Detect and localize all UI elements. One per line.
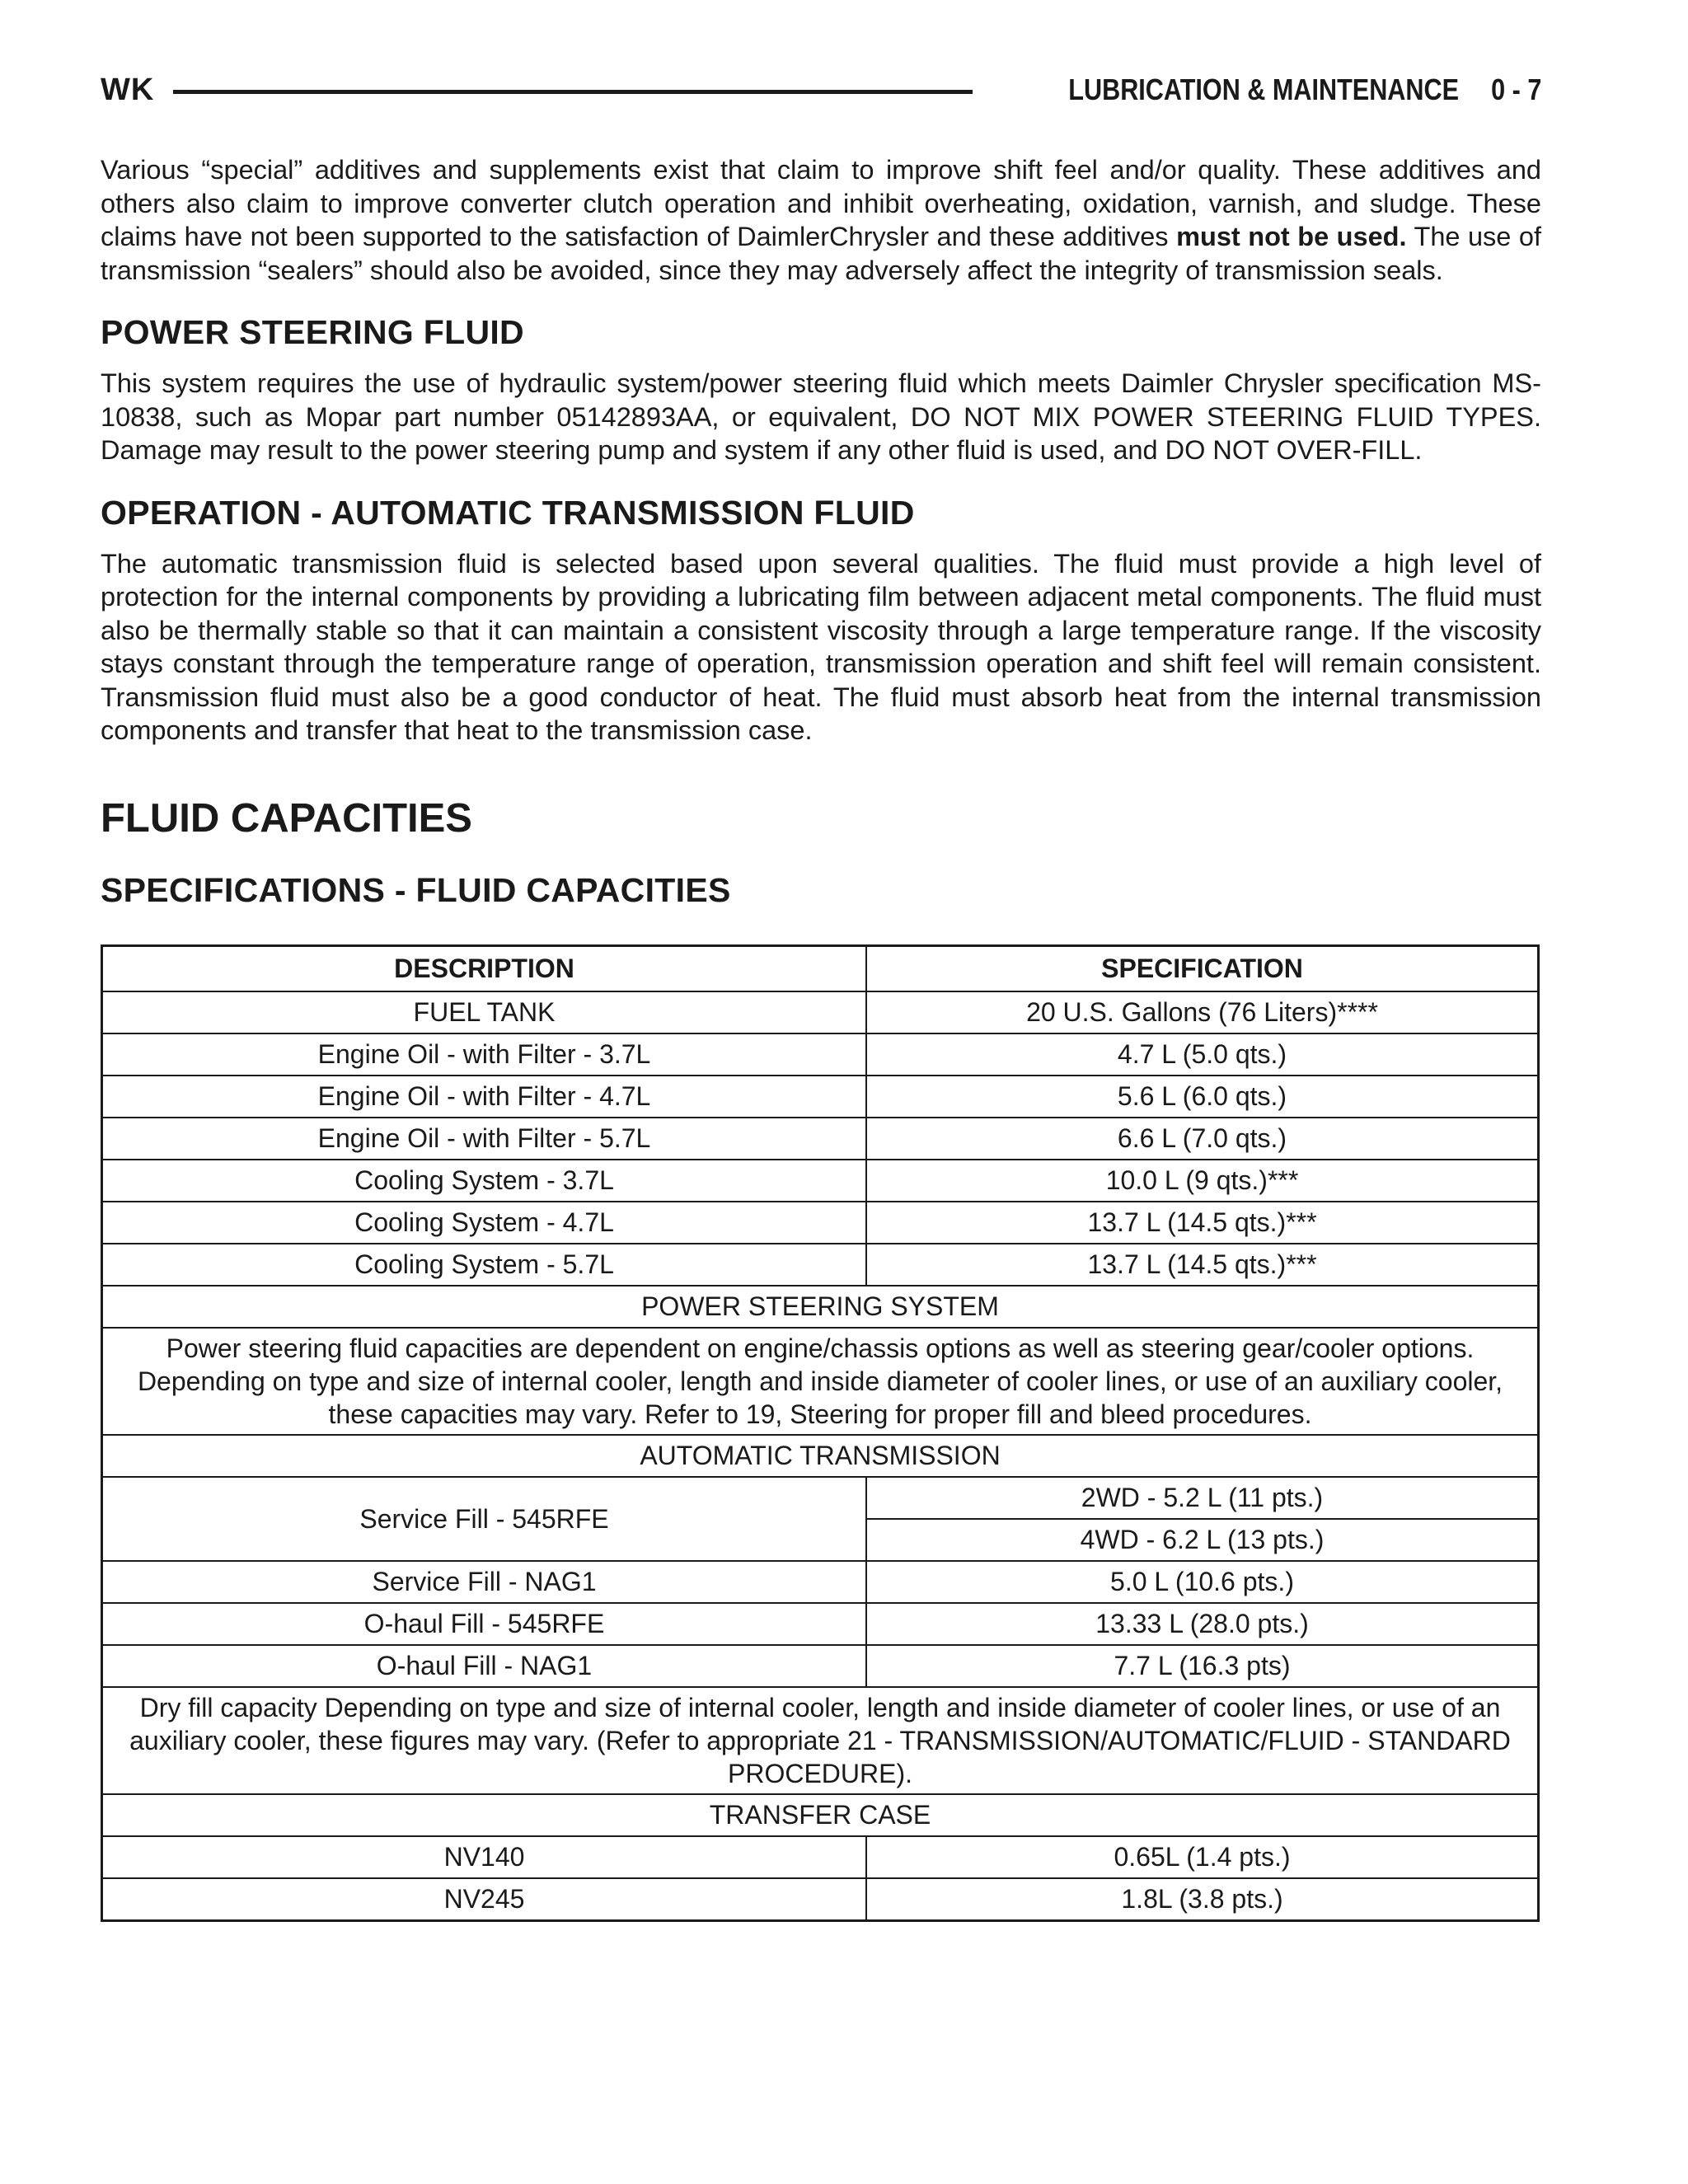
row-description: Engine Oil - with Filter - 3.7L (102, 1033, 867, 1076)
section-label: AUTOMATIC TRANSMISSION (102, 1435, 1539, 1477)
row-specification: 13.33 L (28.0 pts.) (866, 1603, 1539, 1645)
section-label: POWER STEERING SYSTEM (102, 1286, 1539, 1328)
row-specification: 6.6 L (7.0 qts.) (866, 1118, 1539, 1160)
table-row (102, 1561, 1539, 1603)
power-steering-paragraph: This system requires the use of hydraulic system/power steering fluid which meets Daimler Chrysler specification MS-10838, such as Mopar part number 05142893AA, or equivalent, DO NOT MIX POWER STEERING FLUID TYPES. Damage may result to the power steering pump and system if any other fluid is used, and DO NOT OVER-FILL. (101, 368, 1541, 465)
table-row (102, 1836, 1539, 1878)
spec-2wd: 2WD - 5.2 L (11 pts.) (867, 1478, 1537, 1520)
operation-paragraph: The automatic transmission fluid is selected based upon several qualities. The fluid must provide a high level of protection for the internal components by providing a lubricating film between adjacent metal components. The fluid must also be thermally stable so that it can maintain a consistent viscosity through a large temperature range. If the viscosity stays constant through the temperature range of operation, transmission operation and shift feel will remain consistent. Transmission fluid must also be a good conductor of heat. The fluid must absorb heat from the internal transmission components and transfer that heat to the transmission case. (101, 548, 1541, 745)
table-row (102, 1878, 1539, 1921)
table-row (102, 1477, 1539, 1561)
page-content (101, 153, 1541, 1922)
row-specification: 4.7 L (5.0 qts.) (866, 1033, 1539, 1076)
intro-bold: must not be used. (1176, 222, 1407, 251)
table-header-row (102, 945, 1539, 991)
row-description: FUEL TANK (102, 991, 867, 1033)
column-header-description: DESCRIPTION (102, 945, 867, 991)
row-description: Cooling System - 3.7L (102, 1160, 867, 1202)
power-steering-heading: POWER STEERING FLUID (101, 313, 524, 351)
row-description: Cooling System - 5.7L (102, 1244, 867, 1286)
row-specification: 5.0 L (10.6 pts.) (866, 1561, 1539, 1603)
header-rule (173, 90, 973, 94)
power-steering-note: Power steering fluid capacities are dependent on engine/chassis options as well as steering gear/cooler options. Depending on type and size of internal cooler, length and inside diameter of cooler lines, or use of an auxiliary cooler, these capacities may vary. Refer to 19, Steering for proper fill and bleed procedures. (102, 1328, 1539, 1435)
table-row (102, 1160, 1539, 1202)
column-header-specification: SPECIFICATION (866, 945, 1539, 991)
row-description: NV140 (102, 1836, 867, 1878)
section-row-power-steering (102, 1286, 1539, 1328)
table-row (102, 1645, 1539, 1687)
row-specification: 5.6 L (6.0 qts.) (866, 1076, 1539, 1118)
row-description: O-haul Fill - 545RFE (102, 1603, 867, 1645)
row-specification: 10.0 L (9 qts.)*** (866, 1160, 1539, 1202)
page-header (101, 73, 1541, 109)
row-description: Service Fill - NAG1 (102, 1561, 867, 1603)
fluid-capacities-heading: FLUID CAPACITIES (101, 795, 472, 841)
specifications-heading: SPECIFICATIONS - FLUID CAPACITIES (101, 870, 731, 909)
section-row-transfer-case (102, 1794, 1539, 1836)
note-row-dry-fill (102, 1687, 1539, 1794)
row-specification: 7.7 L (16.3 pts) (866, 1645, 1539, 1687)
row-specification: 13.7 L (14.5 qts.)*** (866, 1244, 1539, 1286)
row-specification: 13.7 L (14.5 qts.)*** (866, 1202, 1539, 1244)
dry-fill-note: Dry fill capacity Depending on type and size of internal cooler, length and inside diameter of cooler lines, or use of an auxiliary cooler, these figures may vary. (Refer to appropriate 21 - TRANSMISSION/AUTOMATIC/FLUID - STANDARD PROCEDURE). (102, 1687, 1539, 1794)
table-row (102, 1603, 1539, 1645)
table-row (102, 1202, 1539, 1244)
row-description: NV245 (102, 1878, 867, 1921)
section-row-automatic-transmission (102, 1435, 1539, 1477)
row-specification: 0.65L (1.4 pts.) (866, 1836, 1539, 1878)
row-description: Engine Oil - with Filter - 5.7L (102, 1118, 867, 1160)
row-description: Engine Oil - with Filter - 4.7L (102, 1076, 867, 1118)
table-row (102, 1076, 1539, 1118)
row-description: O-haul Fill - NAG1 (102, 1645, 867, 1687)
row-description: Cooling System - 4.7L (102, 1202, 867, 1244)
intro-paragraph (101, 153, 1541, 287)
table-row (102, 1244, 1539, 1286)
section-label: TRANSFER CASE (102, 1794, 1539, 1836)
intro-text-2: The use of transmission “sealers” should also be avoided, since they may adversely affect the integrity of transmission seals. (101, 222, 1541, 285)
model-code: WK (101, 73, 155, 107)
header-title-block (1068, 73, 1541, 107)
intro-text-1: Various “special” additives and supplements exist that claim to improve shift feel and/or quality. These additives and others also claim to improve converter clutch operation and inhibit overheating, oxidation, varnish, and sludge. These claims have not been supported to the satisfaction of DaimlerChrysler and these additives (101, 155, 1541, 251)
table-row (102, 1033, 1539, 1076)
row-description: Service Fill - 545RFE (102, 1477, 867, 1561)
section-title: LUBRICATION & MAINTENANCE (1067, 73, 1459, 106)
fluid-capacities-table (101, 944, 1540, 1922)
note-row-power-steering (102, 1328, 1539, 1435)
spec-4wd: 4WD - 6.2 L (13 pts.) (1080, 1524, 1325, 1554)
operation-heading: OPERATION - AUTOMATIC TRANSMISSION FLUID (101, 493, 915, 532)
table-row (102, 1118, 1539, 1160)
row-specification-split (866, 1477, 1539, 1561)
row-specification: 20 U.S. Gallons (76 Liters)**** (866, 991, 1539, 1033)
row-specification: 1.8L (3.8 pts.) (866, 1878, 1539, 1921)
table-row (102, 991, 1539, 1033)
page-number: 0 - 7 (1490, 73, 1541, 106)
